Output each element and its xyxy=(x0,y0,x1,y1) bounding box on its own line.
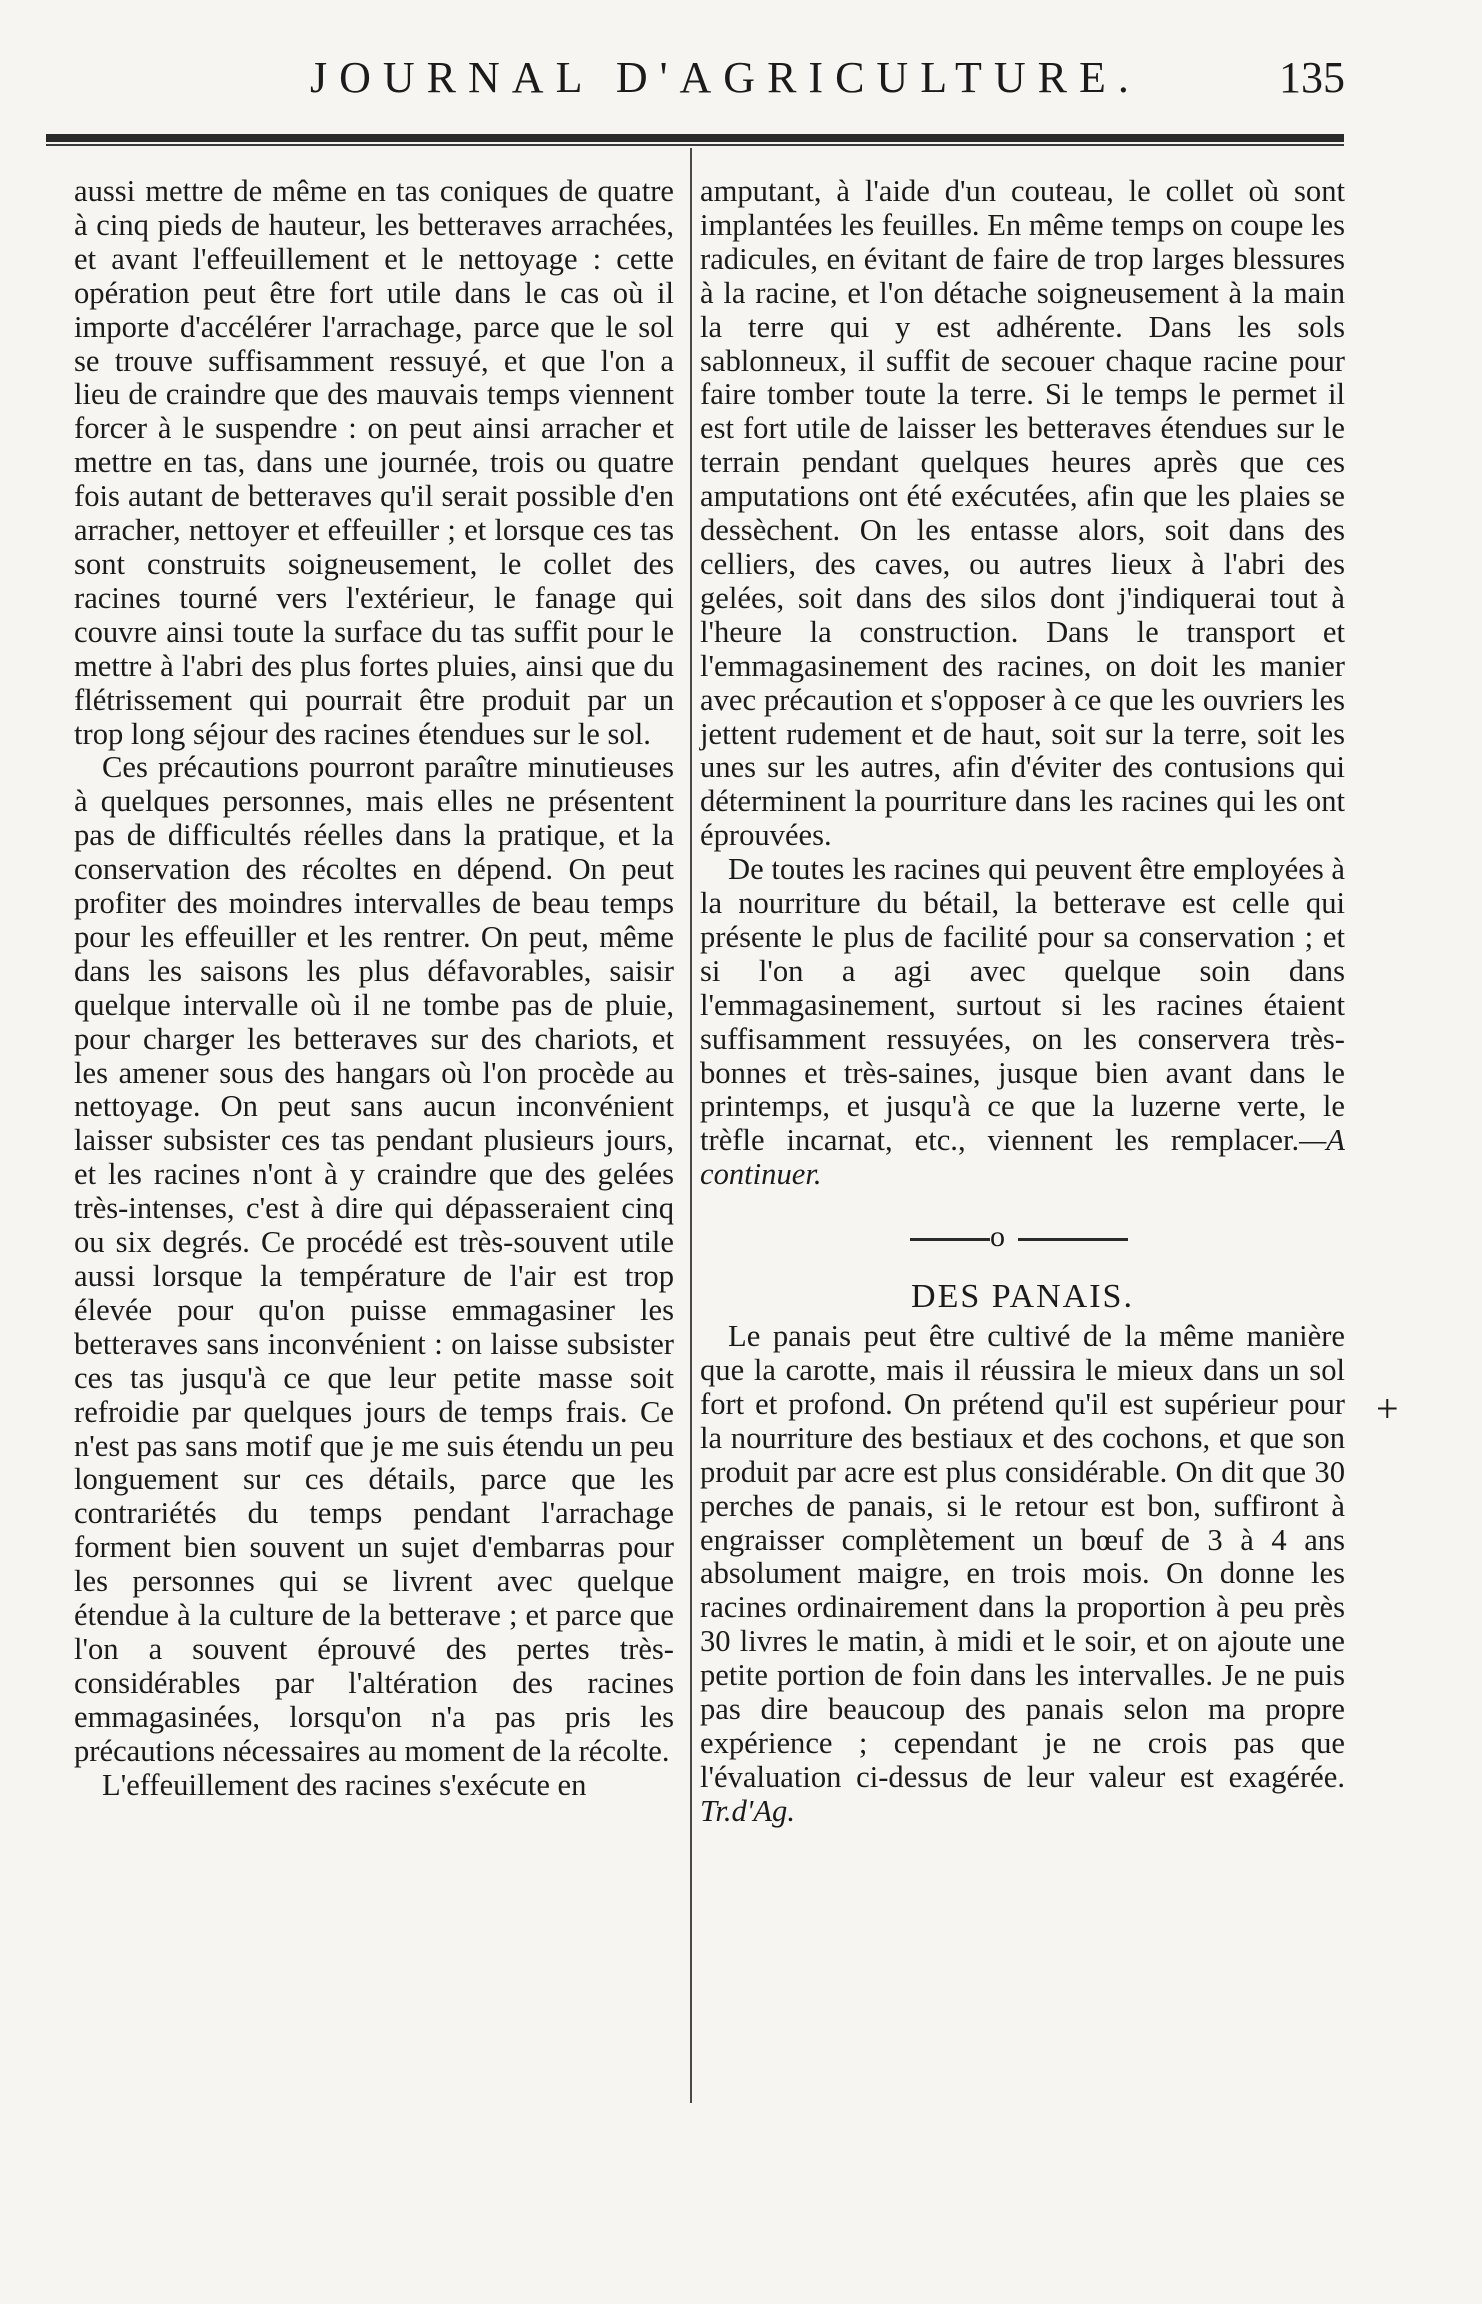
left-paragraph-2: Ces précautions pourront paraître minutieuses à quelques personnes, mais elles ne présentent pas de difficultés réelles dans la pratique, et la conservation des récoltes en dépend. On peut profiter des moindres intervalles de beau temps pour les effeuiller et les rentrer. On peut, même dans les saisons les plus défavorables, saisir quelque intervalle où il ne tombe pas de pluie, pour charger les betteraves sur des chariots, et les amener sous des hangars où l'on procède au nettoyage. On peut sans aucun inconvénient laisser subsister ces tas pendant plusieurs jours, et les racines n'ont à y craindre que des gelées très-intenses, c'est à dire qui dépasseraient cinq ou six degrés. Ce procédé est très-souvent utile aussi lorsque la température de l'air est trop élevée pour qu'on puisse emmagasiner les betteraves sans inconvénient : on laisse subsister ces tas jusqu'à ce que leur petite masse soit refroidie par quelques jours de temps frais. Ce n'est pas sans motif que je me suis étendu un peu longuement sur ces détails, parce que les contrariétés du temps pendant l'arrachage forment bien souvent un sujet d'embarras pour les personnes qui se livrent avec quelque étendue à la culture de la betterave ; et parce que l'on a souvent éprouvé des pertes très-considérables par l'altération des racines emmagasinées, lorsqu'on n'a pas pris les précautions nécessaires au moment de la récolte. xyxy=(74,750,674,1768)
margin-mark: + xyxy=(1376,1386,1399,1431)
ornament-circle: o xyxy=(990,1220,1005,1254)
header-rule xyxy=(46,134,1344,142)
right-paragraph-1: amputant, à l'aide d'un couteau, le collet où sont implantées les feuilles. En même temps on coupe les radicules, en évitant de faire de trop larges blessures à la racine, et l'on détache soigneusement à la main la terre qui y est adhérente. Dans les sols sablonneux, il suffit de secouer chaque racine pour faire tomber toute la terre. Si le temps le permet il est fort utile de laisser les betteraves étendues sur le terrain pendant quelques heures après que ces amputations ont été exécutées, afin que les plaies se dessèchent. On les entasse alors, soit dans des celliers, des caves, ou autres lieux à l'abri des gelées, soit dans des silos dont j'indiquerai tout à l'heure la construction. Dans le transport et l'emmagasinement des racines, on doit les manier avec précaution et s'opposer à ce que les ouvriers les jettent rudement et de haut, soit sur la terre, soit les unes sur les autres, afin d'éviter des contusions qui déterminent la pourriture dans les racines qui les ont éprouvées. xyxy=(700,174,1345,853)
right-paragraph-2-text: De toutes les racines qui peuvent être employées à la nourriture du bétail, la betterave est celle qui présente le plus de facilité pour sa conservation ; et si l'on a agi avec quelque soin dans l'emmagasinement, surtout si les racines étaient suffisamment ressuyées, on les conservera très-bonnes et très-saines, jusque bien avant dans le printemps, et jusqu'à ce que la luzerne verte, le trèfle incarnat, etc., viennent les remplacer. xyxy=(700,852,1345,1158)
right-paragraph-3 xyxy=(700,1320,1345,1829)
left-paragraph-3: L'effeuillement des racines s'exécute en xyxy=(102,1767,587,1802)
page-number: 135 xyxy=(1279,53,1345,102)
column-divider xyxy=(690,148,692,2103)
section-ornament xyxy=(700,1222,1345,1262)
ornament-line-left xyxy=(910,1238,990,1241)
right-paragraph-3-text: Le panais peut être cultivé de la même manière que la carotte, mais il réussira le mieux dans un sol fort et profond. On prétend qu'il est supérieur pour la nourriture des bestiaux et des cochons, et que son produit par acre est plus considérable. On dit que 30 perches de panais, si le retour est bon, suffiront à engraisser complètement un bœuf de 3 à 4 ans absolument maigre, en trois mois. On donne les racines ordinairement dans la proportion à peu près 30 livres le matin, à midi et le soir, et on ajoute une petite portion de foin dans les intervalles. Je ne puis pas dire beaucoup des panais selon ma propre expérience ; cependant je ne crois pas que l'évaluation ci-dessus de leur valeur est exagérée. xyxy=(700,1319,1345,1794)
header-rule-thin xyxy=(46,144,1344,146)
section-title: DES PANAIS. xyxy=(911,1278,1134,1316)
source-signature: Tr.d'Ag. xyxy=(700,1793,795,1828)
page-header xyxy=(40,48,1345,108)
journal-title: JOURNAL D'AGRICULTURE. xyxy=(310,53,1141,102)
left-paragraph-1: aussi mettre de même en tas coniques de quatre à cinq pieds de hauteur, les betteraves arrachées, et avant l'effeuillement et le nettoyage : cette opération peut être fort utile dans le cas où il importe d'accélérer l'arrachage, parce que le sol se trouve suffisamment ressuyé, et que l'on a lieu de craindre que des mauvais temps viennent forcer à le suspendre : on peut ainsi arracher et mettre en tas, dans une journée, trois ou quatre fois autant de betteraves qu'il serait possible d'en arracher, nettoyer et effeuiller ; et lorsque ces tas sont construits soigneusement, le collet des racines tourné vers l'extérieur, le fanage qui couvre ainsi toute la surface du tas suffit pour le mettre à l'abri des plus fortes pluies, ainsi que du flétrissement qui pourrait être produit par un trop long séjour des racines étendues sur le sol. xyxy=(74,174,674,751)
left-column xyxy=(74,175,674,1803)
ornament-line-right xyxy=(1018,1238,1128,1241)
continuation-note: —A continuer. xyxy=(700,1123,1345,1192)
right-paragraph-2 xyxy=(700,853,1345,1192)
right-column xyxy=(700,175,1345,1829)
